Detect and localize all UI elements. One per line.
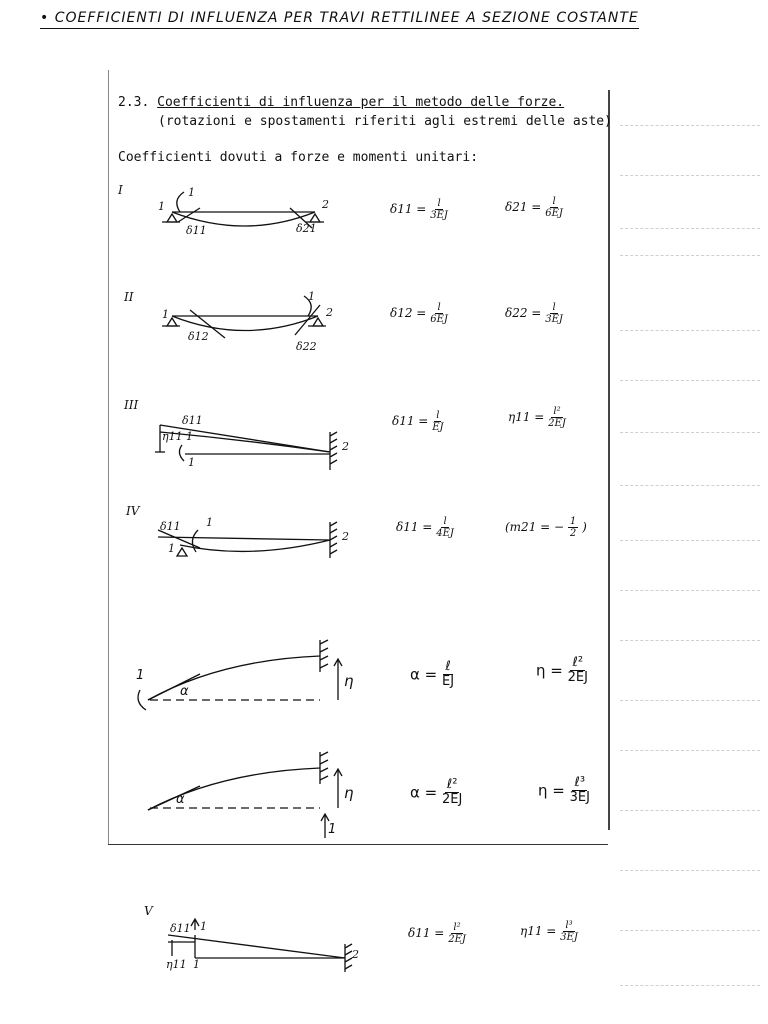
diag-label: 1	[188, 456, 195, 469]
case-label-2: II	[124, 290, 134, 304]
fraction-numerator: ℓ²	[572, 655, 584, 670]
diag-label: η11	[162, 430, 183, 443]
diag-label: 1	[200, 920, 207, 933]
formula-lhs: δ12 =	[390, 306, 427, 320]
fraction-numerator: l	[436, 410, 440, 421]
diag-label: 1	[206, 516, 213, 529]
diag-label: η	[344, 784, 354, 802]
diag-label: δ11	[160, 520, 181, 533]
fraction	[568, 656, 588, 686]
formula	[390, 302, 448, 325]
fraction	[436, 516, 454, 539]
fraction-denominator: 6EJ	[545, 208, 563, 219]
formula	[408, 922, 466, 945]
formula-lhs: α =	[410, 665, 438, 684]
diagram-case-4	[158, 522, 337, 558]
fraction-denominator: EJ	[442, 674, 455, 690]
diag-label: 1	[328, 822, 337, 837]
diag-label: 1	[308, 290, 315, 303]
fraction-denominator: 4EJ	[436, 528, 454, 539]
section-intro: Coefficienti dovuti a forze e momenti unitari:	[118, 150, 479, 165]
fraction-denominator: 2EJ	[448, 934, 466, 945]
fraction	[568, 516, 578, 539]
formula	[410, 660, 454, 690]
fraction-numerator: l	[437, 198, 441, 209]
fraction-denominator: 3EJ	[430, 210, 448, 221]
diag-label: η11	[166, 958, 187, 971]
fraction	[432, 410, 443, 433]
diag-label: 2	[352, 948, 359, 961]
formula-lhs: η =	[538, 781, 565, 800]
case-label-3: III	[124, 398, 139, 412]
fraction-denominator: 3EJ	[560, 932, 578, 943]
formula	[508, 406, 566, 429]
section-subtitle: (rotazioni e spostamenti riferiti agli estremi delle aste)	[158, 114, 612, 129]
fraction-numerator: 1	[569, 516, 577, 527]
formula-lhs: δ21 =	[505, 200, 542, 214]
fraction	[448, 922, 466, 945]
fraction-denominator: 2EJ	[442, 792, 463, 808]
formula	[505, 302, 563, 325]
formula-lhs: η11 =	[520, 924, 557, 938]
formula-lhs: δ22 =	[505, 306, 542, 320]
fraction-numerator: l²	[453, 922, 461, 933]
formula	[505, 196, 563, 219]
formula	[520, 920, 578, 943]
section-title-text: Coefficienti di influenza per il metodo delle forze.	[157, 95, 565, 110]
fraction-numerator: ℓ³	[574, 775, 586, 790]
fraction-numerator: l²	[553, 406, 561, 417]
fraction	[545, 302, 563, 325]
diag-label: 2	[342, 440, 349, 453]
fraction	[548, 406, 566, 429]
fraction	[430, 302, 448, 325]
fraction-denominator: 2EJ	[548, 418, 566, 429]
page-header: • COEFFICIENTI DI INFLUENZA PER TRAVI RETTILINEE A SEZIONE COSTANTE	[40, 10, 639, 29]
diag-label: 1	[158, 200, 165, 213]
diag-label: α	[180, 684, 189, 699]
diag-label: δ11	[170, 922, 191, 935]
fraction-numerator: l	[437, 302, 441, 313]
case-label-7: V	[144, 904, 153, 918]
formula-lhs: (m21 = −	[505, 520, 565, 534]
diag-label: δ11	[182, 414, 203, 427]
formula	[505, 516, 587, 539]
formula-lhs: η11 =	[508, 410, 545, 424]
diagram-case-2	[162, 296, 326, 338]
diag-label: δ12	[188, 330, 209, 343]
formula-tail: )	[582, 520, 587, 534]
formula	[538, 776, 590, 806]
formula	[536, 656, 588, 686]
formula	[390, 198, 448, 221]
fraction-numerator: l	[552, 302, 556, 313]
case-label-1: I	[118, 183, 123, 197]
fraction-denominator: 2	[569, 528, 577, 539]
fraction-denominator: 2EJ	[567, 670, 588, 686]
diag-label: 2	[322, 198, 329, 211]
fraction-numerator: ℓ²	[446, 777, 458, 792]
formula-lhs: δ11 =	[396, 520, 433, 534]
diag-label: η	[344, 672, 354, 690]
fraction-denominator: 3EJ	[569, 790, 590, 806]
section-number: 2.3.	[118, 95, 150, 110]
diag-label: δ21	[296, 222, 317, 235]
diag-label: 1	[162, 308, 169, 321]
diag-label: 1	[136, 668, 145, 683]
formula-lhs: α =	[410, 783, 438, 802]
fraction-numerator: ℓ	[445, 659, 451, 674]
diag-label: 1	[186, 430, 193, 443]
diag-label: 1	[193, 958, 200, 971]
diag-label: α	[176, 792, 185, 807]
formula-lhs: δ11 =	[408, 926, 445, 940]
fraction-denominator: 6EJ	[430, 314, 448, 325]
diag-label: 2	[326, 306, 333, 319]
fraction	[560, 920, 578, 943]
diag-label: 2	[342, 530, 349, 543]
fraction	[570, 776, 590, 806]
diag-label: 1	[188, 186, 195, 199]
fraction	[442, 660, 454, 690]
fraction	[545, 196, 563, 219]
formula-lhs: δ11 =	[392, 414, 429, 428]
diag-label: 1	[168, 542, 175, 555]
formula	[396, 516, 454, 539]
formula	[410, 778, 462, 808]
formula-lhs: δ11 =	[390, 202, 427, 216]
diag-label: δ11	[186, 224, 207, 237]
formula	[392, 410, 444, 433]
fraction-numerator: l³	[565, 920, 573, 931]
diagram-case-5	[138, 640, 342, 710]
case-label-4: IV	[126, 504, 140, 518]
fraction-numerator: l	[552, 196, 556, 207]
fraction-numerator: l	[443, 516, 447, 527]
formula-lhs: η =	[536, 661, 563, 680]
diag-label: δ22	[296, 340, 317, 353]
fraction	[442, 778, 462, 808]
fraction-denominator: EJ	[432, 422, 444, 433]
fraction	[430, 198, 448, 221]
fraction-denominator: 3EJ	[545, 314, 563, 325]
